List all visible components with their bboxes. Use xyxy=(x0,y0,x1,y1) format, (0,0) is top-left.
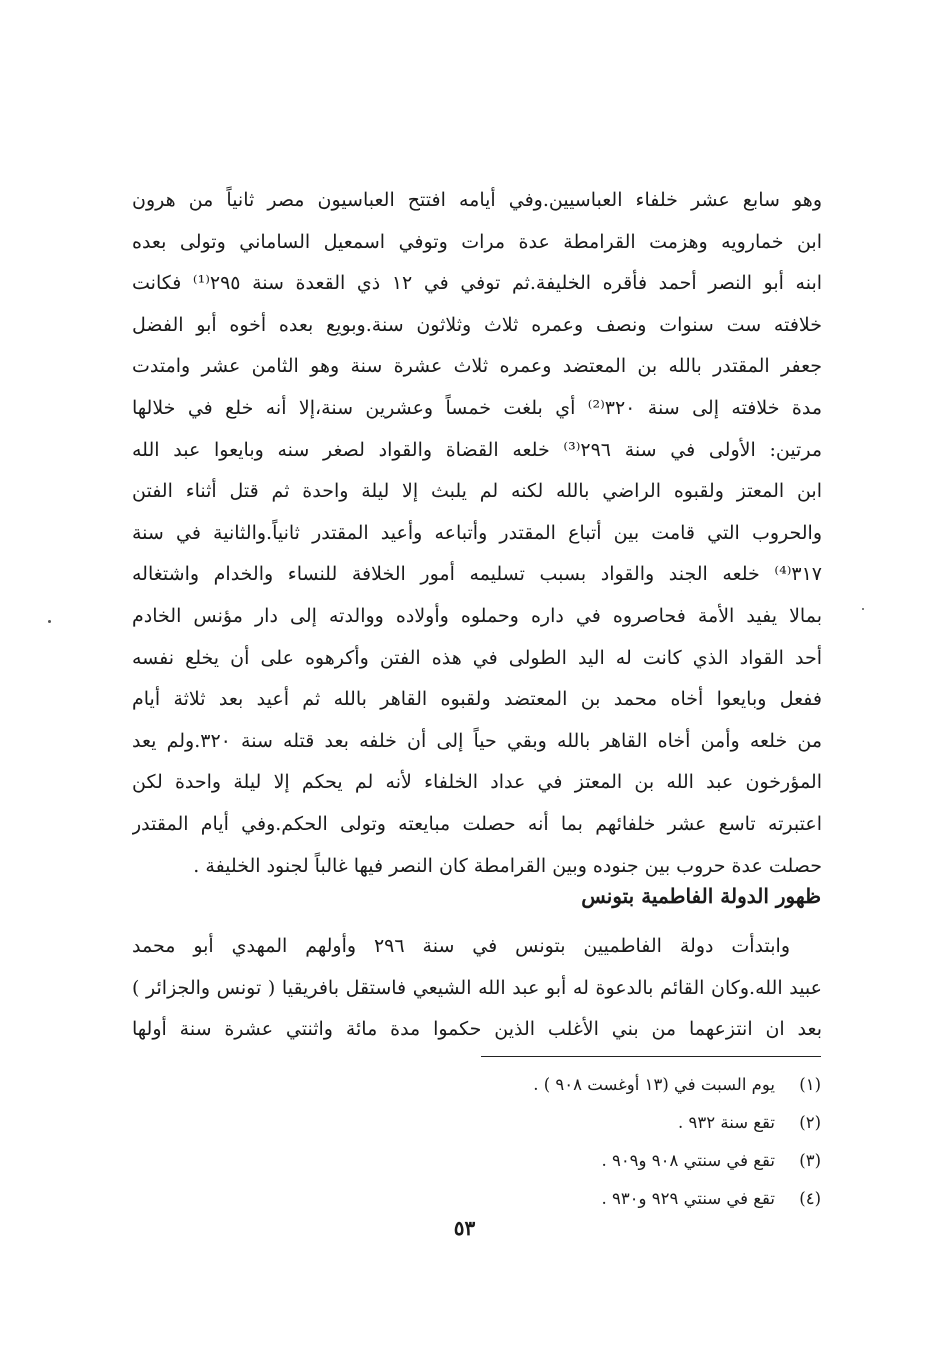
text-line: ففعل وبايعوا أخاه محمد بن المعتضد ولقبوه القاهر بالله ثم أعيد بعد ثلاثة أيام xyxy=(132,688,822,711)
main-paragraph xyxy=(132,180,822,887)
text-line: مدة خلافته إلى سنة ٣٢٠⁽²⁾ أي بلغت خمساً وعشرين سنة،إلا أنه خلع في خلالها xyxy=(132,396,822,419)
text-line: جعفر المقتدر بالله بن المعتضد وعمره ثلاث عشرة سنة وهو الثامن عشر وامتدت xyxy=(132,355,822,378)
text-line: خلافته ست سنوات ونصف وعمره ثلاث وثلاثون سنة.وبويع بعده أخوه أبو الفضل xyxy=(132,313,822,336)
text-line: مرتين: الأولى في سنة ٢٩٦⁽³⁾ خلعه القضاة والقواد لصغر سنه وبايعوا عبد الله xyxy=(132,438,822,461)
scan-speck xyxy=(48,620,51,623)
section-heading: ظهور الدولة الفاطمية بتونس xyxy=(581,884,821,908)
text-line: ابن خمارويه وهزمت القرامطة عدة مرات وتوفي اسمعيل الساماني وتولى بعده xyxy=(132,230,822,253)
footnote-text: يوم السبت في (١٣ أوغست ٩٠٨ ) . xyxy=(533,1075,775,1094)
text-line: المؤرخون عبد الله بن المعتز في عداد الخلفاء لأنه لم يحكم إلا ليلة واحدة لكن xyxy=(132,771,822,794)
footnote-item xyxy=(401,1180,821,1218)
text-line: والحروب التي قامت بين أتباع المقتدر وأتباعه وأعيد المقتدر ثانياً.والثانية في سنة xyxy=(132,521,822,544)
text-line: اعتبرته تاسع عشر خلفائهم بما أنه حصلت مبايعته وتولى الحكم.وفي أيام المقتدر xyxy=(132,812,822,835)
footnote-item xyxy=(401,1066,821,1104)
text-line: عبيد الله.وكان القائم بالدعوة له أبو عبد الله الشيعي فاستقل بافريقيا ( تونس والجزائر ) xyxy=(132,976,822,999)
footnote-number: (٢) xyxy=(799,1113,821,1132)
text-line: أحد القواد الذي كانت له اليد الطولى في هذه الفتن وأكرهوه على أن يخلع نفسه xyxy=(132,646,822,669)
footnote-number: (١) xyxy=(799,1075,821,1094)
footnote-item xyxy=(401,1142,821,1180)
text-line: ابنه أبو النصر أحمد فأقره الخليفة.ثم توفي في ١٢ ذي القعدة سنة ٢٩٥⁽¹⁾ فكانت xyxy=(132,272,822,295)
footnote-number: (٤) xyxy=(799,1189,821,1208)
footnote-number: (٣) xyxy=(799,1151,821,1170)
footnote-text: تقع سنة ٩٣٢ . xyxy=(678,1113,775,1132)
footnotes xyxy=(401,1066,821,1218)
scan-speck xyxy=(862,608,864,610)
footnote-text: تقع في سنتي ٩٢٩ و٩٣٠ . xyxy=(601,1189,775,1208)
page-number: ٥٣ xyxy=(453,1216,476,1240)
text-line: من خلعه وأمن أخاه القاهر بالله وبقي حياً إلى أن خلفه بعد قتله سنة ٣٢٠.ولم يعد xyxy=(132,729,822,752)
second-paragraph xyxy=(132,926,822,1051)
text-line: وهو سابع عشر خلفاء العباسيين.وفي أيامه افتتح العباسيون مصر ثانياً من هرون xyxy=(132,189,822,211)
text-line: بمالا يفيد الأمة فحاصروه في داره وحملوه وأولاده ووالدته إلى دار مؤنس الخادم xyxy=(132,604,822,627)
footnote-separator xyxy=(481,1056,821,1057)
text-line: بعد ان انتزعهما من بني الأغلب الذين حكموا مدة مائة واثنتي عشرة سنة أولها xyxy=(132,1018,822,1041)
text-line: ابن المعتز ولقبوه الراضي بالله لكنه لم يلبث إلا ليلة واحدة ثم قتل أثناء الفتن xyxy=(132,480,822,503)
text-line: ٣١٧⁽⁴⁾ خلعه الجند والقواد بسبب تسليمه أمور الخلافة للنساء والخدام واشتغاله xyxy=(132,563,822,586)
footnote-item xyxy=(401,1104,821,1142)
text-line: وابتدأت دولة الفاطميين بتونس في سنة ٢٩٦ وأولهم المهدي أبو محمد xyxy=(132,935,790,957)
text-line: حصلت عدة حروب بين جنوده وبين القرامطة كان النصر فيها غالباً لجنود الخليفة . xyxy=(193,854,822,877)
footnote-text: تقع في سنتي ٩٠٨ و٩٠٩ . xyxy=(601,1151,775,1170)
